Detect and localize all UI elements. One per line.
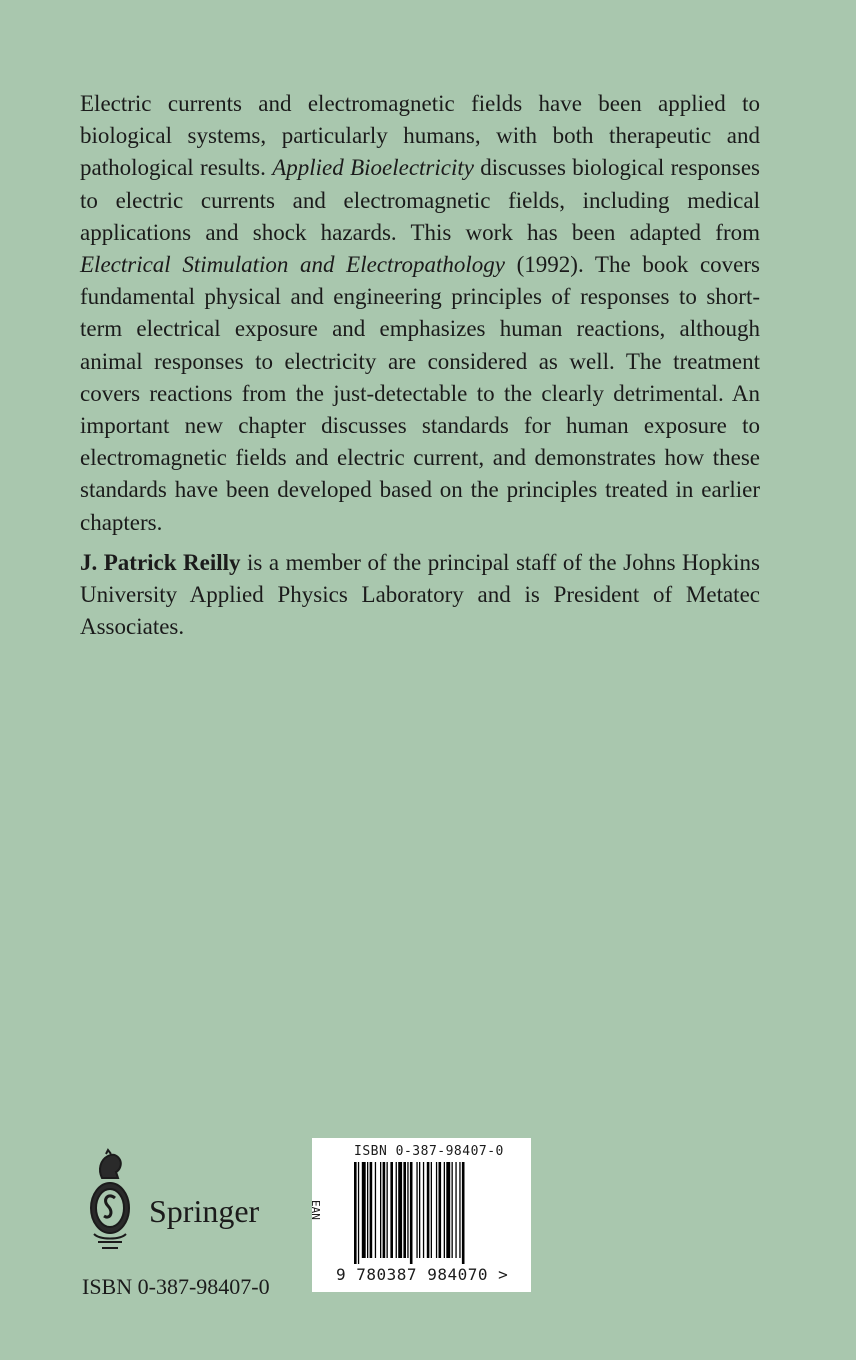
barcode-bar (362, 1162, 366, 1258)
barcode-bar (431, 1162, 432, 1258)
barcode-bar (358, 1162, 359, 1264)
barcode-bar (427, 1162, 430, 1258)
isbn-text: ISBN 0-387-98407-0 (82, 1274, 270, 1299)
barcode-bar (446, 1162, 450, 1258)
description-paragraph: Electric currents and electromagnetic fields have been applied to biological systems, particularly humans, with both therapeutic and pathological results. Applied Bioelectricity discusses biological responses to electric currents and electromagnetic fields, including medical applications and shock hazards. This work has been adapted from Electrical Stimulation and Electropathology (1992). The book covers fundamental physical and engineering principles of responses to short-term electrical exposure and emphasizes human reactions, although animal responses to electricity are considered as well. The treatment covers reactions from the just-detectable to the clearly detrimental. An important new chapter discusses standards for human exposure to electromagnetic fields and electric current, and demonstrates how these standards have been developed based on the principles treated in earlier chapters. (80, 91, 760, 535)
barcode-bar (387, 1162, 388, 1258)
barcode-bar (380, 1162, 381, 1258)
springer-knight-icon (80, 1148, 140, 1256)
ean-digits: 9 780387 984070 > (336, 1265, 509, 1284)
barcode-bar (354, 1162, 357, 1264)
barcode-bar (398, 1162, 402, 1258)
book-title: Applied Bioelectricity (272, 155, 474, 181)
barcode-bar (439, 1162, 442, 1258)
barcode-bar (419, 1162, 420, 1258)
publisher-name: Springer (149, 1193, 260, 1229)
barcode-bar (410, 1162, 413, 1264)
barcode-bar (390, 1162, 393, 1258)
barcode-bar (370, 1162, 373, 1258)
author-paragraph (80, 547, 760, 644)
barcode-bar (416, 1162, 417, 1258)
barcode-isbn: ISBN 0-387-98407-0 (354, 1144, 504, 1159)
barcode-bar (367, 1162, 368, 1258)
barcode-bars (352, 1162, 502, 1264)
barcode-bar (436, 1162, 437, 1258)
author-name: J. Patrick Reilly (80, 549, 241, 575)
back-cover-text (80, 88, 760, 651)
barcode (309, 1138, 531, 1292)
barcode-bar (383, 1162, 386, 1258)
barcode-bar (375, 1162, 376, 1258)
barcode-bar (462, 1162, 465, 1264)
barcode-bar (407, 1162, 408, 1258)
barcode-bar (459, 1162, 460, 1258)
author-bio: is a member of the principal staff of the Johns Hopkins University Applied Physics Laboratory and is President of Metatec Associates. (80, 549, 760, 640)
barcode-bar (452, 1162, 453, 1258)
barcode-bar (403, 1162, 406, 1258)
source-title: Electrical Stimulation and Electropathology (80, 252, 505, 278)
ean-label: EAN (309, 1200, 322, 1220)
barcode-bar (423, 1162, 424, 1258)
barcode-bar (455, 1162, 456, 1258)
barcode-bar (444, 1162, 445, 1258)
barcode-bar (396, 1162, 397, 1258)
